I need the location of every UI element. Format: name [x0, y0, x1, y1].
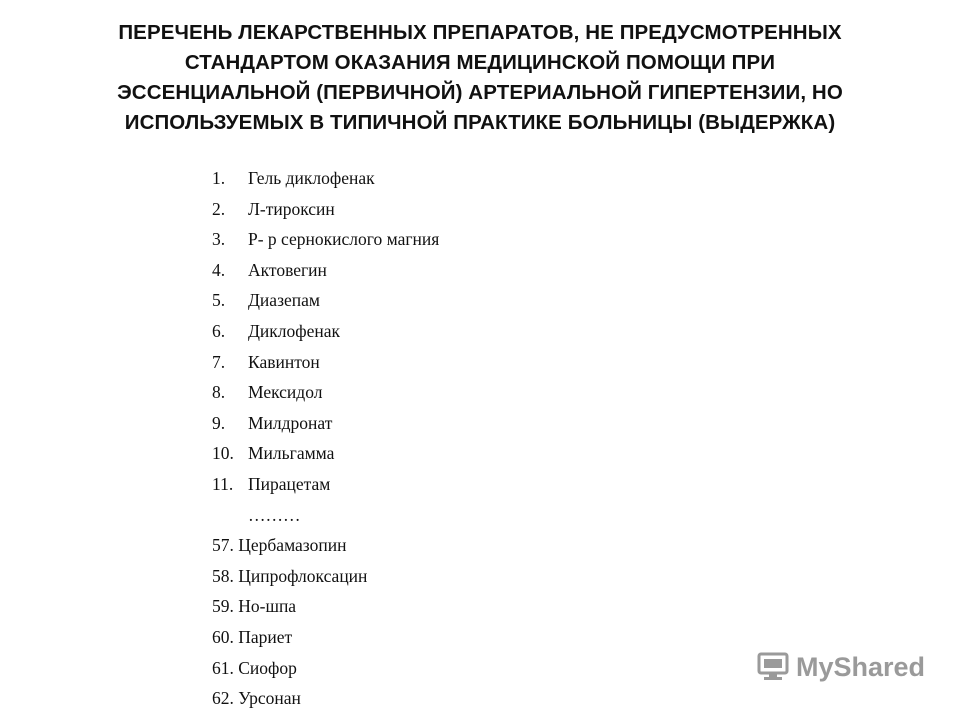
list-item-name: Л-тироксин — [248, 198, 335, 219]
list-item: 59. Но-шпа — [212, 596, 297, 617]
list-item-name: Р- р сернокислого магния — [248, 229, 440, 250]
list-item-name: Кавинтон — [248, 351, 320, 372]
list-item-number: 10. — [212, 443, 234, 464]
list-ellipsis: ……… — [248, 504, 301, 525]
list-item-number: 9. — [212, 412, 226, 433]
title-line: СТАНДАРТОМ ОКАЗАНИЯ МЕДИЦИНСКОЙ ПОМОЩИ ПРИ — [184, 51, 776, 74]
list-item-number: 6. — [212, 320, 226, 341]
list-item — [212, 255, 732, 286]
list-item: 62. Урсонан — [212, 688, 301, 709]
title-line: ЭССЕНЦИАЛЬНОЙ (ПЕРВИЧНОЙ) АРТЕРИАЛЬНОЙ ГИПЕРТЕНЗИИ, НО — [117, 81, 843, 104]
list-item — [212, 224, 732, 255]
list-item: 60. Париет — [212, 626, 293, 647]
list-item — [212, 316, 732, 347]
list-item-number: 2. — [212, 198, 226, 219]
title-line: ПЕРЕЧЕНЬ ЛЕКАРСТВЕННЫХ ПРЕПАРАТОВ, НЕ ПРЕДУСМОТРЕННЫХ — [118, 21, 842, 44]
list-item: 58. Ципрофлоксацин — [212, 565, 368, 586]
list-item-number: 11. — [212, 473, 234, 494]
list-item-name: Гель диклофенак — [248, 168, 375, 188]
list-item-name: Мильгамма — [248, 443, 335, 464]
page-title — [30, 18, 930, 138]
list-item-number: 7. — [212, 351, 226, 372]
list-item — [212, 194, 732, 225]
list-item — [212, 438, 732, 469]
list-item: 61. Сиофор — [212, 657, 297, 678]
list-item-number: 4. — [212, 259, 226, 280]
list-item-name: Пирацетам — [248, 473, 331, 494]
list-item — [212, 469, 732, 500]
watermark — [756, 651, 925, 683]
list-item-number: 5. — [212, 290, 226, 311]
list-item-name: Мексидол — [248, 382, 323, 403]
list-item-name: Диазепам — [248, 290, 320, 311]
list-item-number: 1. — [212, 168, 226, 188]
list-item — [212, 163, 732, 194]
list-item-name: Актовегин — [248, 259, 327, 280]
list-item-name: Диклофенак — [248, 320, 341, 341]
mycomputer-icon — [756, 651, 790, 683]
list-item — [212, 408, 732, 439]
list-item — [212, 377, 732, 408]
list-item-number: 8. — [212, 382, 226, 403]
list-item — [212, 285, 732, 316]
title-line: ИСПОЛЬЗУЕМЫХ В ТИПИЧНОЙ ПРАКТИКЕ БОЛЬНИЦЫ (ВЫДЕРЖКА) — [124, 111, 836, 134]
list-item: 57. Цербамазопин — [212, 535, 347, 556]
list-item-number: 3. — [212, 229, 226, 250]
list-item — [212, 347, 732, 378]
drug-list — [212, 163, 732, 714]
list-item-name: Милдронат — [248, 412, 333, 433]
watermark-text: MyShared — [795, 651, 925, 682]
